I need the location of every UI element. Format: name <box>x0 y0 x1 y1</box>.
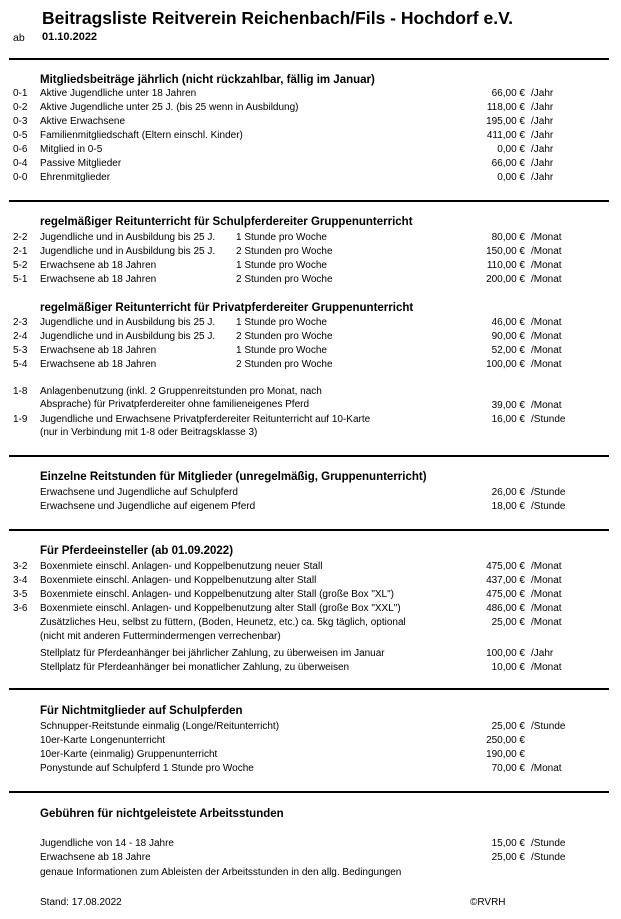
row-unit: /Stunde <box>531 501 566 512</box>
row-unit: /Monat <box>531 359 562 370</box>
row-description: Stellplatz für Pferdeanhänger bei monatlicher Zahlung, zu überweisen <box>40 662 350 673</box>
row-price: 475,00 € <box>486 561 525 572</box>
row-code: 0-0 <box>13 172 28 183</box>
row-frequency: 2 Stunden pro Woche <box>236 246 333 257</box>
row-price: 150,00 € <box>486 246 525 257</box>
row-price: 100,00 € <box>486 359 525 370</box>
row-description: Erwachsene ab 18 Jahren <box>40 274 157 285</box>
date-prefix: ab <box>13 32 25 44</box>
row-price: 0,00 € <box>497 172 525 183</box>
section-heading-single-lessons: Einzelne Reitstunden für Mitglieder (unregelmäßig, Gruppenunterricht) <box>40 471 427 483</box>
row-price: 25,00 € <box>491 721 525 732</box>
row-frequency: 2 Stunden pro Woche <box>236 359 333 370</box>
row-unit: /Stunde <box>531 838 566 849</box>
row-code: 0-5 <box>13 130 28 141</box>
section-heading-membership: Mitgliedsbeiträge jährlich (nicht rückzahlbar, fällig im Januar) <box>40 74 375 86</box>
row-description: Jugendliche und in Ausbildung bis 25 J. <box>40 232 216 243</box>
row-description: Jugendliche und in Ausbildung bis 25 J. <box>40 317 216 328</box>
row-description: Boxenmiete einschl. Anlagen- und Koppelbenutzung alter Stall <box>40 575 317 586</box>
row-description: Boxenmiete einschl. Anlagen- und Koppelbenutzung alter Stall (große Box "XXL") <box>40 603 401 614</box>
row-price: 475,00 € <box>486 589 525 600</box>
row-code: 1-9 <box>13 414 28 425</box>
row-code: 2-1 <box>13 246 28 257</box>
row-price: 52,00 € <box>491 345 525 356</box>
row-unit: /Jahr <box>531 158 554 169</box>
row-price: 411,00 € <box>486 130 525 141</box>
section-heading-non-members: Für Nichtmitglieder auf Schulpferden <box>40 705 243 717</box>
row-description: Absprache) für Privatpferdereiter ohne familieneigenes Pferd <box>40 399 310 410</box>
row-description: Ehrenmitglieder <box>40 172 111 183</box>
row-code: 3-2 <box>13 561 28 572</box>
row-price: 190,00 € <box>486 749 525 760</box>
row-code: 3-4 <box>13 575 28 586</box>
row-unit: /Monat <box>531 763 562 774</box>
row-description: Anlagenbenutzung (inkl. 2 Gruppenreitstunden pro Monat, nach <box>40 386 322 397</box>
row-unit: /Monat <box>531 274 562 285</box>
row-description: Aktive Erwachsene <box>40 116 126 127</box>
row-price: 100,00 € <box>486 648 525 659</box>
row-unit: /Jahr <box>531 130 554 141</box>
row-description: Boxenmiete einschl. Anlagen- und Koppelbenutzung alter Stall (große Box "XL") <box>40 589 394 600</box>
section-heading-boarders: Für Pferdeeinsteller (ab 01.09.2022) <box>40 545 234 557</box>
copyright: ©RVRH <box>470 897 506 908</box>
row-code: 5-1 <box>13 274 28 285</box>
row-description: Schnupper-Reitstunde einmalig (Longe/Reitunterricht) <box>40 721 280 732</box>
row-unit: /Monat <box>531 345 562 356</box>
row-code: 0-6 <box>13 144 28 155</box>
row-description: (nur in Verbindung mit 1-8 oder Beitragsklasse 3) <box>40 427 258 438</box>
row-price: 25,00 € <box>491 617 525 628</box>
row-unit: /Monat <box>531 331 562 342</box>
row-unit: /Monat <box>531 317 562 328</box>
row-price: 25,00 € <box>491 852 525 863</box>
row-description: Erwachsene und Jugendliche auf eigenem Pferd <box>40 501 256 512</box>
valid-from-date: 01.10.2022 <box>42 31 98 43</box>
row-price: 195,00 € <box>486 116 525 127</box>
row-unit: /Monat <box>531 561 562 572</box>
page-title: Beitragsliste Reitverein Reichenbach/Fils - Hochdorf e.V. <box>42 8 514 28</box>
row-unit: /Stunde <box>531 852 566 863</box>
row-price: 66,00 € <box>491 158 525 169</box>
row-code: 0-4 <box>13 158 28 169</box>
row-price: 39,00 € <box>491 400 525 411</box>
row-description: Erwachsene ab 18 Jahren <box>40 359 157 370</box>
row-description: Aktive Jugendliche unter 25 J. (bis 25 wenn in Ausbildung) <box>40 102 299 113</box>
row-code: 5-3 <box>13 345 28 356</box>
row-price: 486,00 € <box>486 603 525 614</box>
row-price: 10,00 € <box>491 662 525 673</box>
row-description: Passive Mitglieder <box>40 158 122 169</box>
row-price: 110,00 € <box>486 260 525 271</box>
row-price: 437,00 € <box>486 575 525 586</box>
section-divider <box>9 200 609 202</box>
row-code: 2-4 <box>13 331 28 342</box>
row-unit: /Stunde <box>531 414 566 425</box>
row-price: 118,00 € <box>486 102 525 113</box>
row-description: 10er-Karte Longenunterricht <box>40 735 166 746</box>
row-unit: /Jahr <box>531 144 554 155</box>
row-description: Boxenmiete einschl. Anlagen- und Koppelbenutzung neuer Stall <box>40 561 323 572</box>
row-unit: /Stunde <box>531 487 566 498</box>
row-description: Jugendliche von 14 - 18 Jahre <box>40 838 174 849</box>
row-price: 250,00 € <box>486 735 525 746</box>
row-unit: /Monat <box>531 232 562 243</box>
row-price: 26,00 € <box>491 487 525 498</box>
row-price: 18,00 € <box>491 501 525 512</box>
row-unit: /Stunde <box>531 721 566 732</box>
row-unit: /Monat <box>531 575 562 586</box>
row-code: 2-3 <box>13 317 28 328</box>
row-price: 0,00 € <box>497 144 525 155</box>
row-unit: /Monat <box>531 400 562 411</box>
row-description: Jugendliche und Erwachsene Privatpferdereiter Reitunterricht auf 10-Karte <box>40 414 371 425</box>
section-divider <box>9 455 609 457</box>
row-frequency: 1 Stunde pro Woche <box>236 317 327 328</box>
row-description: Aktive Jugendliche unter 18 Jahren <box>40 88 197 99</box>
section-divider <box>9 529 609 531</box>
row-unit: /Jahr <box>531 102 554 113</box>
row-description: Jugendliche und in Ausbildung bis 25 J. <box>40 331 216 342</box>
row-description: 10er-Karte (einmalig) Gruppenunterricht <box>40 749 218 760</box>
row-description: Erwachsene ab 18 Jahre <box>40 852 151 863</box>
row-price: 46,00 € <box>491 317 525 328</box>
section-divider <box>9 791 609 793</box>
section-divider <box>9 58 609 60</box>
row-description: Ponystunde auf Schulpferd 1 Stunde pro Woche <box>40 763 254 774</box>
row-description: Erwachsene und Jugendliche auf Schulpferd <box>40 487 238 498</box>
row-price: 80,00 € <box>491 232 525 243</box>
row-price: 200,00 € <box>486 274 525 285</box>
row-unit: /Monat <box>531 603 562 614</box>
row-code: 0-1 <box>13 88 28 99</box>
row-frequency: 1 Stunde pro Woche <box>236 232 327 243</box>
row-unit: /Monat <box>531 260 562 271</box>
row-code: 5-4 <box>13 359 28 370</box>
row-description: Familienmitgliedschaft (Eltern einschl. Kinder) <box>40 130 243 141</box>
row-frequency: 2 Stunden pro Woche <box>236 331 333 342</box>
section-heading-private-horse-lessons: regelmäßiger Reitunterricht für Privatpferdereiter Gruppenunterricht <box>40 302 414 314</box>
section-heading-work-hours-fees: Gebühren für nichtgeleistete Arbeitsstunden <box>40 808 284 820</box>
row-price: 16,00 € <box>491 414 525 425</box>
work-hours-note: genaue Informationen zum Ableisten der Arbeitsstunden in den allg. Bedingungen <box>40 867 402 878</box>
row-code: 0-3 <box>13 116 28 127</box>
section-heading-school-horse-lessons: regelmäßiger Reitunterricht für Schulpferdereiter Gruppenunterricht <box>40 216 413 228</box>
row-description: Mitglied in 0-5 <box>40 144 103 155</box>
row-code: 3-6 <box>13 603 28 614</box>
row-unit: /Monat <box>531 617 562 628</box>
row-frequency: 1 Stunde pro Woche <box>236 345 327 356</box>
row-frequency: 1 Stunde pro Woche <box>236 260 327 271</box>
row-description: Erwachsene ab 18 Jahren <box>40 260 157 271</box>
row-price: 15,00 € <box>491 838 525 849</box>
row-description: Erwachsene ab 18 Jahren <box>40 345 157 356</box>
row-description: (nicht mit anderen Futtermindermengen verrechenbar) <box>40 631 281 642</box>
row-unit: /Jahr <box>531 88 554 99</box>
stand-date: Stand: 17.08.2022 <box>40 897 122 908</box>
row-code: 0-2 <box>13 102 28 113</box>
row-unit: /Jahr <box>531 172 554 183</box>
row-code: 5-2 <box>13 260 28 271</box>
row-price: 70,00 € <box>491 763 525 774</box>
row-unit: /Monat <box>531 662 562 673</box>
row-frequency: 2 Stunden pro Woche <box>236 274 333 285</box>
section-divider <box>9 688 609 690</box>
row-unit: /Jahr <box>531 116 554 127</box>
row-description: Jugendliche und in Ausbildung bis 25 J. <box>40 246 216 257</box>
row-price: 90,00 € <box>491 331 525 342</box>
row-code: 2-2 <box>13 232 28 243</box>
row-price: 66,00 € <box>491 88 525 99</box>
row-unit: /Monat <box>531 246 562 257</box>
row-code: 1-8 <box>13 386 28 397</box>
row-unit: /Jahr <box>531 648 554 659</box>
row-unit: /Monat <box>531 589 562 600</box>
row-description: Stellplatz für Pferdeanhänger bei jährlicher Zahlung, zu überweisen im Januar <box>40 648 385 659</box>
row-code: 3-5 <box>13 589 28 600</box>
row-description: Zusätzliches Heu, selbst zu füttern, (Boden, Heunetz, etc.) ca. 5kg täglich, optional <box>40 617 406 628</box>
